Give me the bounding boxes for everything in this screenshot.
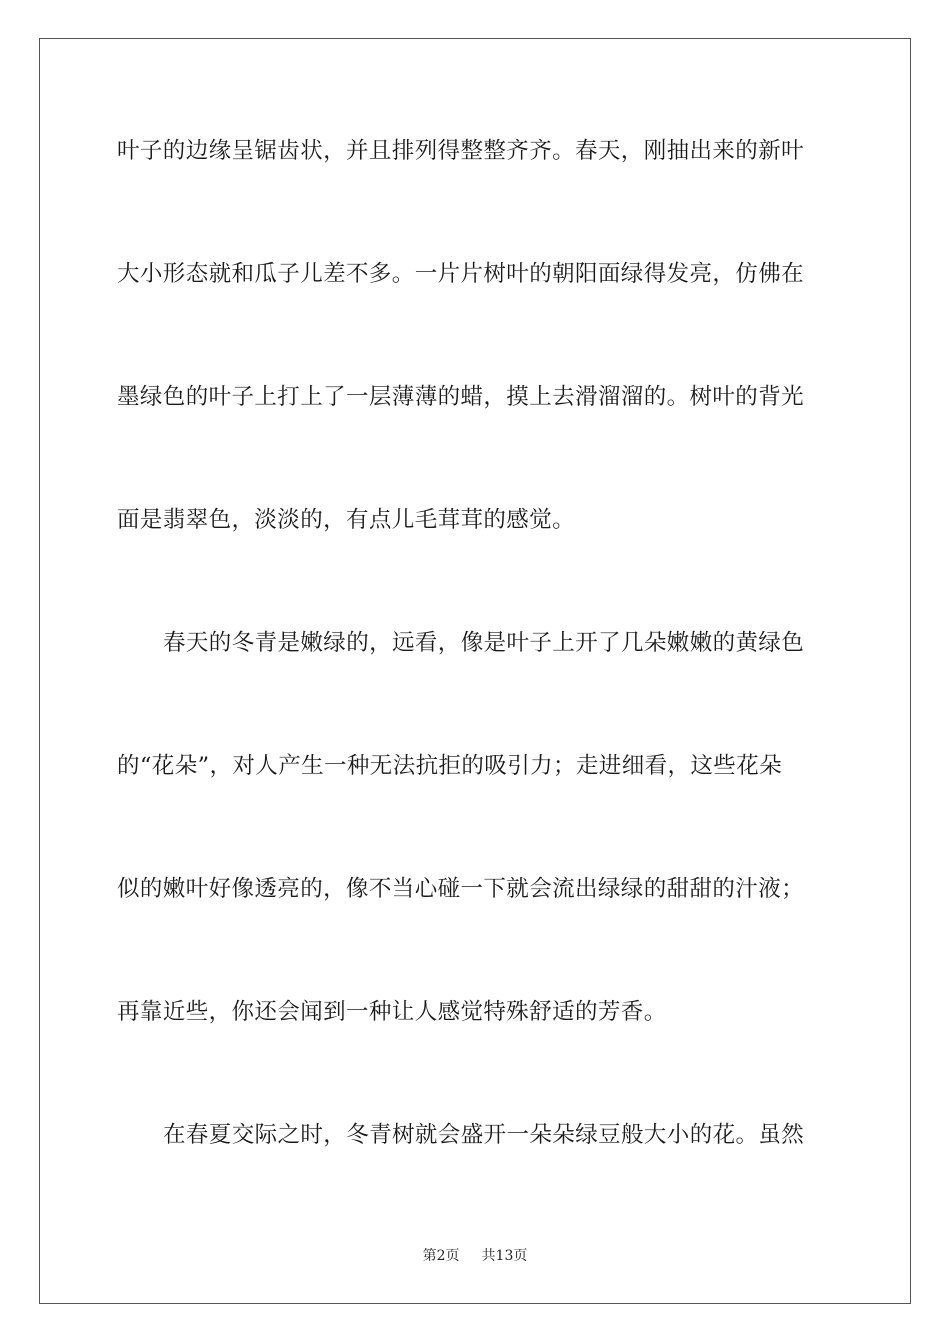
text-line: 大小形态就和瓜子儿差不多。一片片树叶的朝阳面绿得发亮，仿佛在 xyxy=(117,261,805,287)
page-number: 第2页 xyxy=(422,1248,460,1264)
text-line: 的“花朵”，对人产生一种无法抗拒的吸引力；走进细看，这些花朵 xyxy=(117,753,783,779)
page-total: 共13页 xyxy=(481,1248,528,1264)
text-line: 再靠近些，你还会闻到一种让人感觉特殊舒适的芳香。 xyxy=(117,999,667,1025)
page-footer xyxy=(0,1246,950,1266)
text-line: 似的嫩叶好像透亮的，像不当心碰一下就会流出绿绿的甜甜的汁液； xyxy=(117,876,805,902)
text-line: 面是翡翠色，淡淡的，有点儿毛茸茸的感觉。 xyxy=(117,507,576,533)
paragraph-first-line: 在春夏交际之时，冬青树就会盛开一朵朵绿豆般大小的花。虽然 xyxy=(163,1122,805,1148)
text-line: 墨绿色的叶子上打上了一层薄薄的蜡，摸上去滑溜溜的。树叶的背光 xyxy=(117,384,805,410)
text-line: 叶子的边缘呈锯齿状，并且排列得整整齐齐。春天，刚抽出来的新叶 xyxy=(117,138,805,164)
page-frame xyxy=(39,38,911,1304)
paragraph-first-line: 春天的冬青是嫩绿的，远看，像是叶子上开了几朵嫩嫩的黄绿色 xyxy=(163,630,805,656)
